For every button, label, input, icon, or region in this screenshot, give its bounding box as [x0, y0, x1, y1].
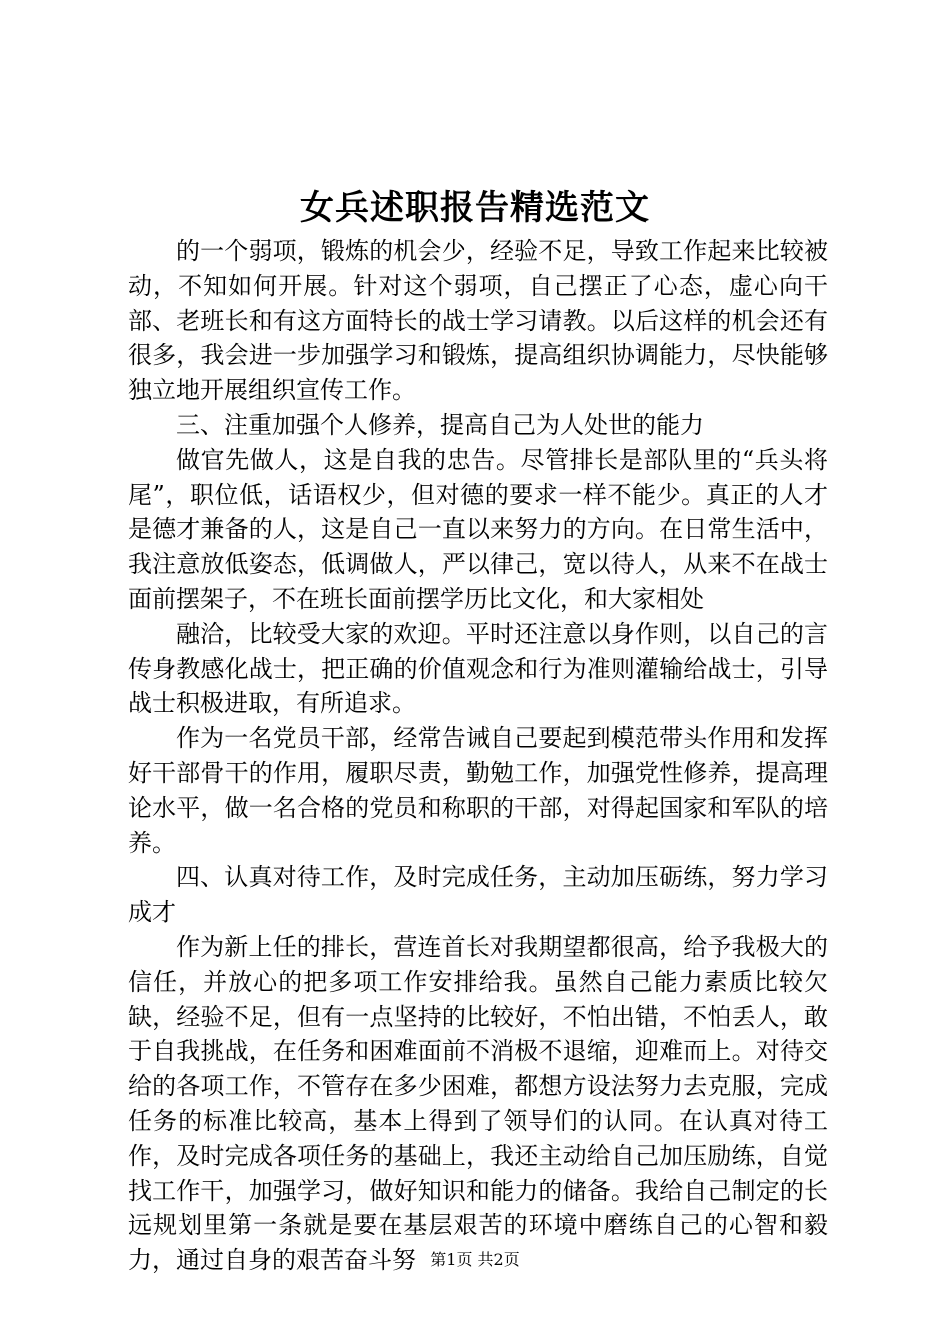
document-title: 女兵述职报告精选范文: [300, 188, 650, 228]
paragraph-5: 作为新上任的排长，营连首长对我期望都很高，给予我极大的信任，并放心的把多项工作安排给我。虽然自己能力素质比较欠缺，经验不足，但有一点坚持的比较好，不怕出错，不怕丢人，敢于自我挑战，在任务和困难面前不消极不退缩，迎难而上。对待交给的各项工作，不管存在多少困难，都想方设法努力去克服，完成任务的标准比较高，基本上得到了领导们的认同。在认真对待工作，及时完成各项任务的基础上，我还主动给自己加压励练，自觉找工作干，加强学习，做好知识和能力的储备。我给自己制定的长远规划里第一条就是要在基层艰苦的环境中磨练自己的心智和毅力，通过自身的艰苦奋斗努: [128, 932, 828, 1275]
paragraph-1: 的一个弱项，锻炼的机会少，经验不足，导致工作起来比较被动，不知如何开展。针对这个弱项，自己摆正了心态，虚心向干部、老班长和有这方面特长的战士学习请教。以后这样的机会还有很多，我会进一步加强学习和锻炼，提高组织协调能力，尽快能够独立地开展组织宣传工作。: [128, 237, 828, 405]
document-body: [128, 234, 828, 1278]
paragraph-4: 作为一名党员干部，经常告诫自己要起到模范带头作用和发挥好干部骨干的作用，履职尽责，勤勉工作，加强党性修养，提高理论水平，做一名合格的党员和称职的干部，对得起国家和军队的培养。: [128, 724, 828, 857]
page-number-footer: 第1页 共2页: [430, 1250, 520, 1269]
paragraph-2: 做官先做人，这是自我的忠告。尽管排长是部队里的“兵头将尾”，职位低，话语权少，但对德的要求一样不能少。真正的人才是德才兼备的人，这是自己一直以来努力的方向。在日常生活中，我注意放低姿态，低调做人，严以律己，宽以待人，从来不在战士面前摆架子，不在班长面前摆学历比文化，和大家相处: [128, 445, 828, 613]
paragraph-3: 融洽，比较受大家的欢迎。平时还注意以身作则，以自己的言传身教感化战士，把正确的价值观念和行为准则灌输给战士，引导战士积极进取，有所追求。: [128, 619, 828, 718]
section-heading-4: 四、认真对待工作，及时完成任务，主动加压砺练，努力学习成才: [128, 863, 828, 927]
section-heading-3: 三、注重加强个人修养，提高自己为人处世的能力: [176, 410, 704, 439]
